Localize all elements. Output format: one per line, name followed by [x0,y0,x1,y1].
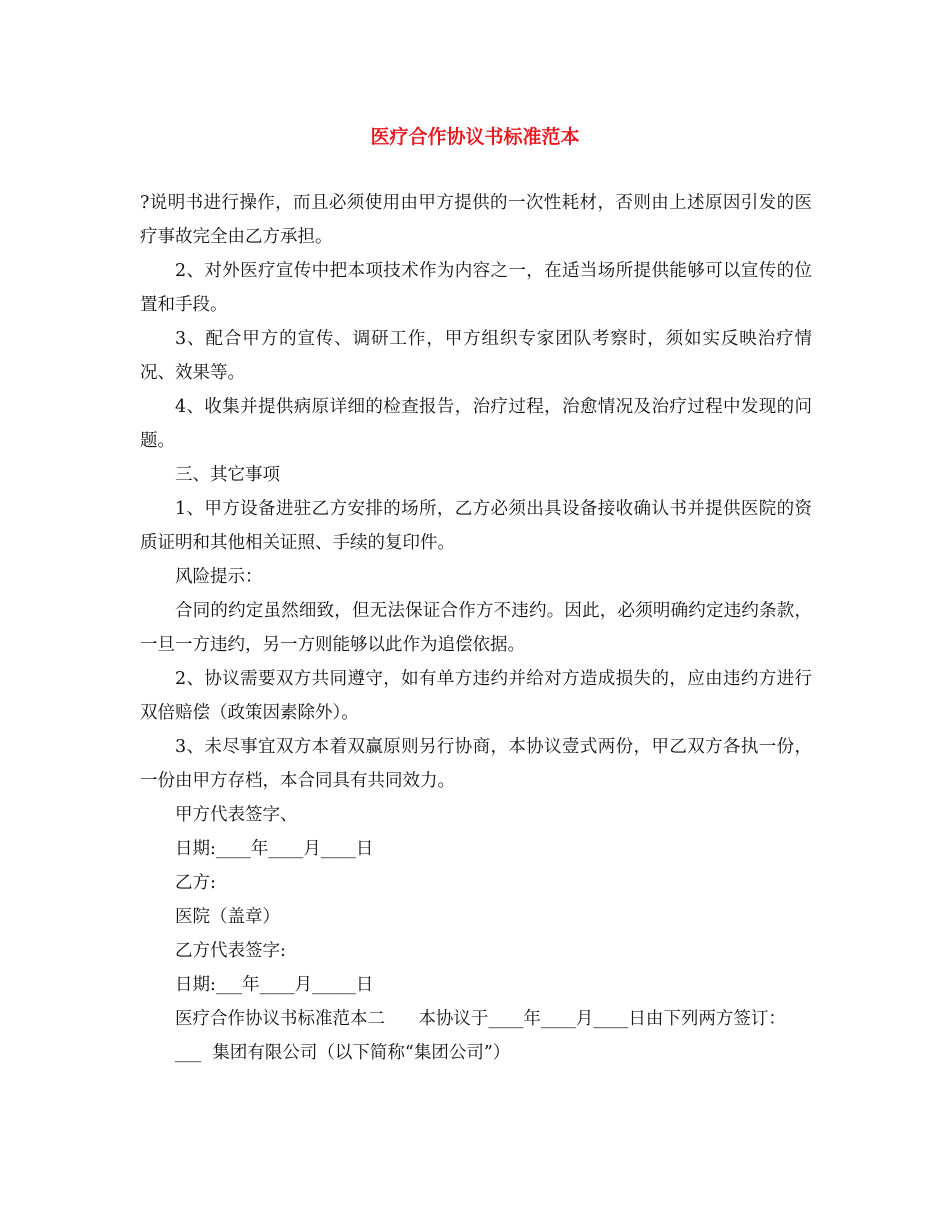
group-company-line: ___ 集团有限公司（以下简称“集团公司”） [175,1043,511,1063]
party-b-signature-line: 乙方代表签字: [175,941,286,961]
party-b-line: 乙方: [175,873,216,893]
paragraph-7: 2、协议需要双方共同遵守，如有单方违约并给对方造成损失的，应由违约方进行双倍赔偿（政策因素除外）。 [140,669,812,723]
section-heading-other-matters: 三、其它事项 [175,465,280,485]
date-line-2: 日期:___年____月_____日 [175,975,374,995]
party-a-signature-line: 甲方代表签字、 [175,805,298,825]
template-two-heading: 医疗合作协议书标准范本二 本协议于____年____月____日由下列两方签订： [175,1009,786,1029]
paragraph-3: 3、配合甲方的宣传、调研工作，甲方组织专家团队考察时，须如实反映治疗情况、效果等。 [140,329,812,383]
date-line-1: 日期:____年____月____日 [175,839,374,859]
paragraph-6: 合同的约定虽然细致，但无法保证合作方不违约。因此，必须明确约定违约条款，一旦一方违约，另一方则能够以此作为追偿依据。 [140,601,812,655]
risk-notice-label: 风险提示： [175,567,263,587]
paragraph-1: ?说明书进行操作，而且必须使用由甲方提供的一次性耗材，否则由上述原因引发的医疗事故完全由乙方承担。 [140,193,812,247]
paragraph-4: 4、收集并提供病原详细的检查报告，治疗过程，治愈情况及治疗过程中发现的问题。 [140,397,812,451]
hospital-seal-line: 医院（盖章） [175,907,280,927]
paragraph-2: 2、对外医疗宣传中把本项技术作为内容之一，在适当场所提供能够可以宣传的位置和手段。 [140,261,812,315]
paragraph-5: 1、甲方设备进驻乙方安排的场所，乙方必须出具设备接收确认书并提供医院的资质证明和其他相关证照、手续的复印件。 [140,499,812,553]
paragraph-8: 3、未尽事宜双方本着双赢原则另行协商，本协议壹式两份，甲乙双方各执一份，一份由甲方存档，本合同具有共同效力。 [140,737,812,791]
document-title: 医疗合作协议书标准范本 [370,126,580,148]
document-body [140,186,812,1070]
